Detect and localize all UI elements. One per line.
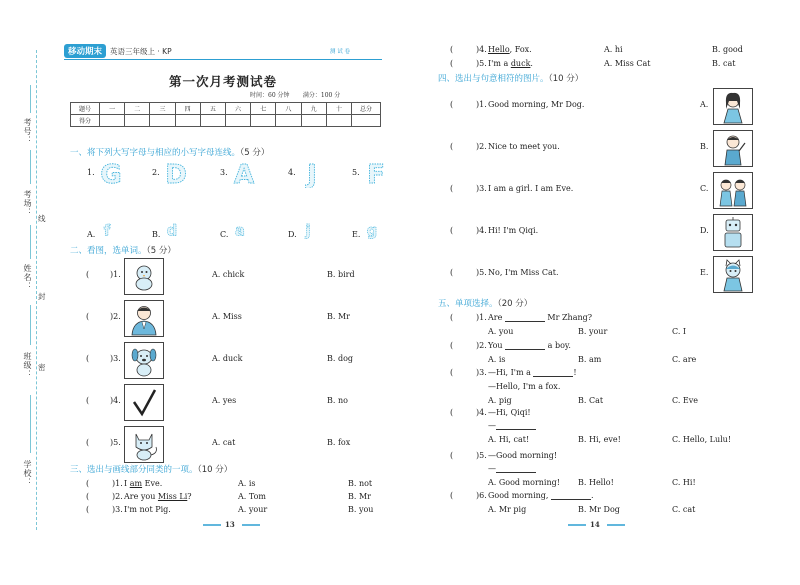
score-header-cell: 三	[150, 103, 175, 115]
score-label-cell: 得分	[71, 115, 100, 127]
score-header-cell: 七	[251, 103, 276, 115]
score-input-cell[interactable]	[125, 115, 150, 127]
option-c[interactable]: C. are	[672, 355, 697, 364]
option-a[interactable]: A. hi	[604, 45, 623, 54]
option-b[interactable]: B. Hello!	[578, 478, 614, 487]
upper-number: 2.	[152, 168, 160, 177]
option-a[interactable]: A. duck	[212, 354, 243, 363]
score-input-cell[interactable]	[150, 115, 175, 127]
option-b[interactable]: B. no	[327, 396, 348, 405]
question-sentence	[488, 341, 571, 350]
sentence	[488, 59, 533, 68]
dialogue-line: —Good morning!	[488, 451, 558, 460]
lowercase-letter-g[interactable]	[361, 218, 383, 240]
underlined-word: Hello	[488, 45, 510, 54]
picture-option-label: E.	[700, 268, 709, 277]
dialogue-line: —Hi, Qiqi!	[488, 408, 531, 417]
sentence-text: ?	[187, 492, 192, 501]
sentence-text: !	[573, 368, 577, 377]
dog-icon	[125, 343, 163, 378]
sentence-text: —	[488, 421, 496, 430]
lowercase-letter-f[interactable]	[96, 218, 118, 240]
lower-option: B.	[152, 230, 161, 239]
answer-blank[interactable]: (	[86, 492, 90, 501]
dog-picture	[124, 342, 164, 379]
two-people-icon	[714, 173, 752, 208]
answer-blank[interactable]: (	[450, 491, 454, 500]
label-name: 姓名：	[23, 264, 32, 291]
cut-word-line: 线	[38, 214, 46, 223]
girl-picture	[713, 88, 753, 125]
sentence-text: .	[530, 59, 533, 68]
score-input-cell[interactable]	[276, 115, 301, 127]
robot-icon	[714, 215, 752, 250]
dialogue-answer	[488, 464, 536, 473]
page-deco-icon	[605, 523, 625, 527]
man-picture	[124, 300, 164, 337]
question-number: )2.	[476, 341, 487, 350]
fill-blank[interactable]	[496, 464, 536, 473]
question-sentence	[124, 505, 171, 514]
score-input-cell[interactable]	[352, 115, 381, 127]
uppercase-letter-A[interactable]	[230, 158, 258, 188]
svg-text:A: A	[233, 160, 255, 188]
label-school: 学校：	[23, 460, 32, 487]
sentence-text: I'm not Pig.	[124, 505, 171, 514]
sentence	[124, 479, 162, 488]
brand-subject: 英语三年级上 · KP	[110, 46, 172, 56]
answer-blank[interactable]: (	[450, 451, 454, 460]
brand-logo: 移动期末	[64, 44, 106, 58]
fill-line	[30, 225, 31, 259]
answer-blank[interactable]: (	[86, 354, 90, 363]
question-sentence	[124, 479, 162, 488]
chick-picture	[124, 258, 164, 295]
uppercase-letter-G[interactable]	[97, 158, 125, 188]
option-b[interactable]: B. Cat	[578, 396, 604, 405]
girl-icon	[714, 89, 752, 124]
question-number: )1.	[112, 479, 123, 488]
brand	[64, 44, 172, 58]
section4-heading	[438, 72, 583, 84]
cat-lady-picture	[713, 256, 753, 293]
svg-text:G: G	[100, 160, 122, 188]
cut-word-seal: 封	[38, 292, 46, 301]
question-number: )1.	[476, 313, 487, 322]
sentence-text: —Hi, I'm a	[488, 368, 534, 377]
section2-heading	[70, 244, 176, 256]
option-b[interactable]: B. am	[578, 355, 602, 364]
answer-blank[interactable]: (	[450, 408, 454, 417]
section2-score: （5 分）	[146, 246, 176, 256]
fill-line	[30, 85, 31, 113]
question-sentence	[488, 368, 577, 377]
option-a[interactable]: A. is	[488, 355, 506, 364]
score-input-cell[interactable]	[175, 115, 200, 127]
lower-option: C.	[220, 230, 229, 239]
page-title: 第一次月考测试卷	[168, 74, 277, 89]
option-b[interactable]: B. Mr	[327, 312, 350, 321]
page-deco-icon	[240, 523, 260, 527]
section1-score: （5 分）	[240, 148, 270, 158]
svg-text:j: j	[305, 222, 311, 240]
score-header-cell: 六	[225, 103, 250, 115]
label-class: 班级：	[23, 352, 32, 379]
option-b[interactable]: B. not	[348, 479, 373, 488]
answer-blank[interactable]: (	[86, 479, 90, 488]
robot-picture	[713, 214, 753, 251]
option-b[interactable]: B. fox	[327, 438, 351, 447]
score-input-cell[interactable]	[200, 115, 225, 127]
question-number: )2.	[476, 142, 487, 151]
option-a[interactable]: A. cat	[212, 438, 236, 447]
answer-blank[interactable]: (	[86, 312, 90, 321]
answer-blank[interactable]: (	[86, 438, 90, 447]
question-number: )1.	[110, 270, 121, 279]
fill-blank[interactable]	[505, 341, 545, 350]
score-input-cell[interactable]	[301, 115, 326, 127]
sentence-text: Eve.	[142, 479, 163, 488]
section3-heading	[70, 463, 232, 475]
question-number: )6.	[476, 491, 487, 500]
option-a[interactable]: A. Good morning!	[488, 478, 560, 487]
answer-blank[interactable]: (	[450, 268, 454, 277]
sentence-text: Mr Zhang?	[544, 313, 593, 322]
score-header-cell: 题号	[71, 103, 100, 115]
question-sentence	[488, 59, 533, 68]
header-rule	[64, 59, 382, 60]
fill-line	[30, 305, 31, 345]
option-b[interactable]: B. you	[348, 505, 374, 514]
dialogue-line: —Hello, I'm a fox.	[488, 382, 561, 391]
option-b[interactable]: B. Mr	[348, 492, 371, 501]
boy-wave-icon	[714, 131, 752, 166]
uppercase-letter-D[interactable]	[162, 158, 190, 188]
option-a[interactable]: A. you	[488, 327, 514, 336]
option-a[interactable]: A. pig	[488, 396, 512, 405]
question-number: )2.	[112, 492, 123, 501]
fill-line	[30, 395, 31, 453]
svg-text:f: f	[103, 222, 111, 240]
question-number: )5.	[476, 59, 487, 68]
section2-title: 二、看图，选单词。	[70, 246, 147, 256]
option-a[interactable]: A. chick	[212, 270, 245, 279]
sentence-text: Good morning,	[488, 491, 551, 500]
cat-picture	[124, 426, 164, 463]
option-a[interactable]: A. Tom	[238, 492, 266, 501]
answer-blank[interactable]: (	[450, 142, 454, 151]
question-number: )3.	[476, 184, 487, 193]
cat-icon	[125, 427, 163, 462]
option-b[interactable]: B. your	[578, 327, 608, 336]
answer-blank[interactable]: (	[86, 270, 90, 279]
sentence-text: —	[488, 464, 496, 473]
score-input-cell[interactable]	[251, 115, 276, 127]
sentence-text: I'm a	[488, 59, 511, 68]
answer-blank[interactable]: (	[450, 184, 454, 193]
option-b[interactable]: B. good	[712, 45, 743, 54]
fill-blank[interactable]	[551, 491, 591, 500]
answer-blank[interactable]: (	[450, 313, 454, 322]
underlined-word: duck	[510, 59, 531, 68]
question-number: )2.	[110, 312, 121, 321]
sentence-text: You	[488, 341, 506, 350]
upper-number: 3.	[220, 168, 228, 177]
upper-number: 1.	[87, 168, 95, 177]
binding-margin	[0, 0, 58, 585]
option-b[interactable]: B. bird	[327, 270, 355, 279]
section3-title: 三、选出与画线部分同类的一项。	[70, 465, 198, 475]
option-c[interactable]: C. cat	[672, 505, 696, 514]
option-b[interactable]: B. dog	[327, 354, 354, 363]
answer-blank[interactable]: (	[86, 505, 90, 514]
svg-text:d: d	[166, 222, 178, 240]
underlined-word: Miss Li	[157, 492, 188, 501]
question-number: )3.	[110, 354, 121, 363]
sentence-text: Are	[488, 313, 505, 322]
question-sentence	[488, 45, 532, 54]
svg-text:a: a	[235, 222, 245, 240]
section5-title: 五、单项选择。	[438, 299, 498, 309]
fill-blank[interactable]	[496, 421, 536, 430]
cat-lady-icon	[714, 257, 752, 292]
lower-option: E.	[352, 230, 361, 239]
section3-score: （10 分）	[197, 465, 233, 475]
question-number: )3.	[476, 368, 487, 377]
sentence-text: Are you	[124, 492, 158, 501]
lowercase-letter-a[interactable]	[229, 218, 251, 240]
question-number: )3.	[112, 505, 123, 514]
page-deco-icon	[203, 523, 223, 527]
boy-wave-picture	[713, 130, 753, 167]
time-info	[250, 90, 340, 99]
fill-blank[interactable]	[505, 313, 545, 322]
option-a[interactable]: A. Hi, cat!	[488, 435, 530, 444]
score-header-cell: 九	[301, 103, 326, 115]
answer-blank[interactable]: (	[450, 45, 454, 54]
picture-option-label: D.	[700, 226, 709, 235]
chick-icon	[125, 259, 163, 294]
question-sentence: Good morning, Mr Dog.	[488, 100, 585, 109]
answer-blank[interactable]: (	[450, 226, 454, 235]
question-sentence	[124, 492, 192, 501]
question-number: )4.	[476, 45, 487, 54]
svg-text:J: J	[307, 160, 317, 188]
question-sentence: Hi! I'm Qiqi.	[488, 226, 539, 235]
uppercase-letter-J[interactable]	[298, 158, 326, 188]
score-header-cell: 四	[175, 103, 200, 115]
answer-blank[interactable]: (	[450, 100, 454, 109]
answer-blank[interactable]: (	[450, 368, 454, 377]
upper-number: 4.	[288, 168, 296, 177]
question-number: )4.	[476, 408, 487, 417]
score-header-cell: 五	[200, 103, 225, 115]
fill-line	[30, 150, 31, 184]
full-score: 满分：100 分	[302, 92, 341, 99]
score-header-cell: 总分	[352, 103, 381, 115]
picture-option-label: C.	[700, 184, 709, 193]
page-deco-icon	[568, 523, 588, 527]
score-header-cell: 一	[100, 103, 125, 115]
sentence	[124, 492, 192, 501]
answer-blank[interactable]: (	[86, 396, 90, 405]
score-table-header-row	[71, 103, 381, 115]
brand-right-text: 测 试 卷	[330, 49, 350, 55]
option-c[interactable]: C. Hi!	[672, 478, 696, 487]
picture-option-label: B.	[700, 142, 709, 151]
score-table-score-row	[71, 115, 381, 127]
score-input-cell[interactable]	[326, 115, 351, 127]
section5-heading	[438, 297, 532, 309]
two-people-picture	[713, 172, 753, 209]
option-a[interactable]: A. yes	[212, 396, 237, 405]
option-c[interactable]: C. I	[672, 327, 687, 336]
option-c[interactable]: C. Eve	[672, 396, 699, 405]
dialogue-answer	[488, 421, 536, 430]
upper-number: 5.	[352, 168, 360, 177]
question-sentence: No, I'm Miss Cat.	[488, 268, 559, 277]
section1-heading	[70, 146, 269, 158]
score-header-cell: 十	[326, 103, 351, 115]
option-a[interactable]: A. Mr pig	[488, 505, 527, 514]
sentence	[124, 505, 171, 514]
section1-title: 一、将下列大写字母与相应的小写字母连线。	[70, 148, 241, 158]
question-number: )5.	[476, 268, 487, 277]
question-number: )5.	[476, 451, 487, 460]
option-a[interactable]: A. is	[238, 479, 256, 488]
svg-text:F: F	[367, 160, 385, 188]
section4-title: 四、选出与句意相符的图片。	[438, 74, 549, 84]
question-number: )4.	[110, 396, 121, 405]
score-table	[70, 102, 381, 127]
svg-text:D: D	[165, 160, 187, 188]
question-number: )1.	[476, 100, 487, 109]
page-number-right: 14	[590, 520, 600, 529]
option-a[interactable]: A. your	[238, 505, 268, 514]
question-sentence	[488, 491, 594, 500]
lower-option: A.	[87, 230, 96, 239]
option-c[interactable]: C. Hello, Lulu!	[672, 435, 732, 444]
question-sentence: Nice to meet you.	[488, 142, 560, 151]
option-a[interactable]: A. Miss	[212, 312, 242, 321]
section5-score: （20 分）	[497, 299, 533, 309]
time-limit: 时间：60 分钟	[250, 92, 290, 99]
lower-option: D.	[288, 230, 297, 239]
score-header-cell: 二	[125, 103, 150, 115]
score-input-cell[interactable]	[100, 115, 125, 127]
sentence-text: , Fox.	[509, 45, 532, 54]
label-exam-room: 考场：	[23, 190, 32, 217]
answer-blank[interactable]: (	[450, 59, 454, 68]
lowercase-letter-d[interactable]	[161, 218, 183, 240]
uppercase-letter-F[interactable]	[362, 158, 390, 188]
section4-score: （10 分）	[548, 74, 584, 84]
checkmark-picture	[124, 384, 164, 421]
option-b[interactable]: B. cat	[712, 59, 736, 68]
cut-word-secret: 密	[38, 363, 46, 372]
sentence-text: a boy.	[545, 341, 571, 350]
score-input-cell[interactable]	[225, 115, 250, 127]
question-number: )4.	[476, 226, 487, 235]
sentence-text: I	[124, 479, 130, 488]
man-icon	[125, 301, 163, 336]
sentence-text: .	[590, 491, 594, 500]
underlined-word: am	[129, 479, 143, 488]
lowercase-letter-j[interactable]	[297, 218, 319, 240]
fill-blank[interactable]	[533, 368, 573, 377]
picture-option-label: A.	[700, 100, 709, 109]
score-header-cell: 八	[276, 103, 301, 115]
binding-dashed-line	[36, 50, 37, 530]
question-sentence: I am a girl. I am Eve.	[488, 184, 574, 193]
sentence	[488, 45, 532, 54]
question-sentence	[488, 313, 592, 322]
question-number: )5.	[110, 438, 121, 447]
checkmark-icon	[125, 385, 163, 420]
page-number-left: 13	[225, 520, 235, 529]
label-exam-number: 考号：	[23, 118, 32, 145]
option-b[interactable]: B. Mr Dog	[578, 505, 620, 514]
option-a[interactable]: A. Miss Cat	[604, 59, 651, 68]
option-b[interactable]: B. Hi, eve!	[578, 435, 621, 444]
svg-text:g: g	[366, 222, 378, 240]
answer-blank[interactable]: (	[450, 341, 454, 350]
